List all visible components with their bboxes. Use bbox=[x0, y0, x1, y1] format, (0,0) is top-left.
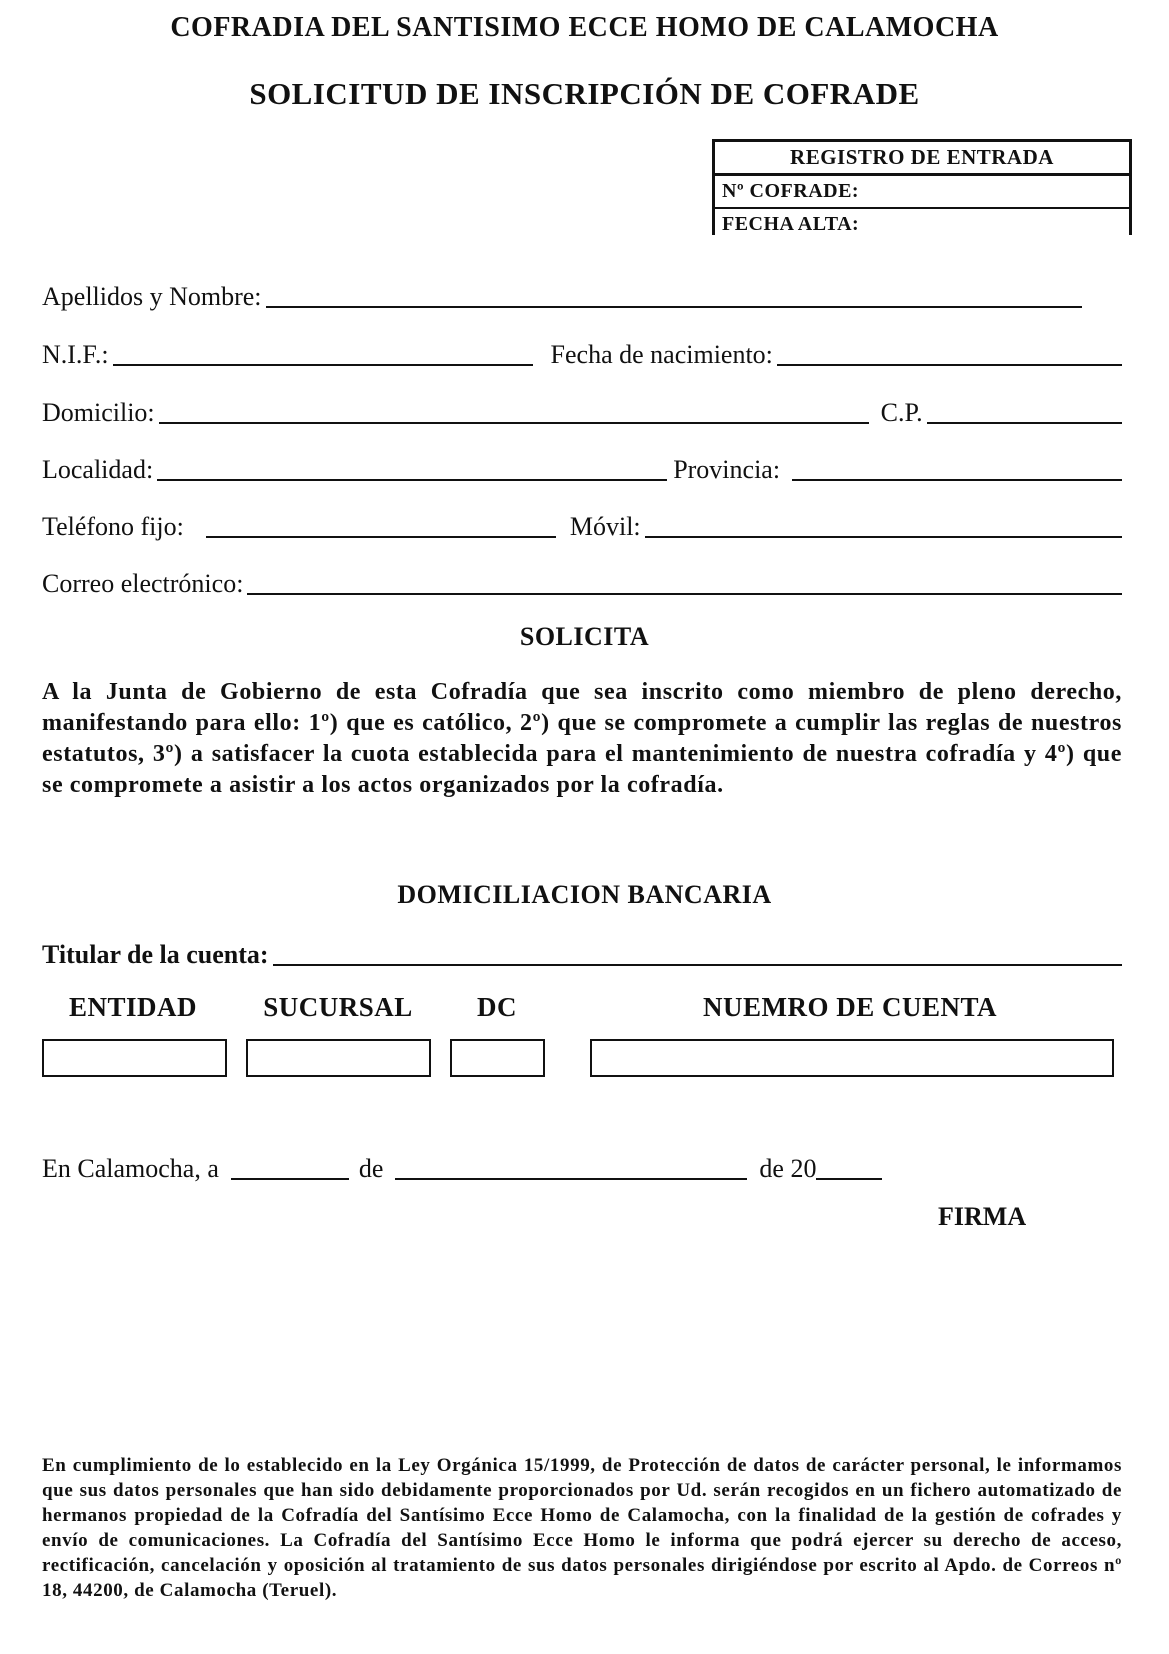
town-row bbox=[42, 449, 1122, 485]
dc-box[interactable] bbox=[450, 1039, 545, 1077]
town-label: Localidad: bbox=[42, 455, 154, 484]
form-title: SOLICITUD DE INSCRIPCIÓN DE COFRADE bbox=[249, 76, 920, 111]
date-place-row bbox=[42, 1148, 1122, 1184]
year-label: de 20 bbox=[759, 1154, 817, 1183]
registry-box bbox=[712, 139, 1132, 235]
nif-row bbox=[42, 334, 1122, 370]
email-row bbox=[42, 563, 1122, 599]
postal-code-field[interactable] bbox=[927, 394, 1122, 424]
account-number-column-heading: NUEMRO DE CUENTA bbox=[702, 992, 997, 1022]
signature-label: FIRMA bbox=[938, 1202, 1027, 1231]
email-field[interactable] bbox=[247, 565, 1122, 595]
landline-label: Teléfono fijo: bbox=[42, 512, 184, 541]
legal-notice: En cumplimiento de lo establecido en la Ley Orgánica 15/1999, de Protección de datos de carácter personal, le informamos que sus datos personales que han sido debidamente proporcionados por Ud. serán recogidos en un fichero automatizado de hermanos propiedad de la Cofradía del Santísimo Ecce Homo de Calamocha, con la finalidad de la gestión de cofrades y envío de comunicaciones. La Cofradía del Santísimo Ecce Homo le informa que podrá ejercer su derecho de acceso, rectificación, cancelación y oposición al tratamiento de sus datos personales dirigiéndose por escrito al Apdo. de Correos nº 18, 44200, de Calamocha (Teruel). bbox=[42, 1455, 1122, 1601]
birth-date-label: Fecha de nacimiento: bbox=[550, 340, 773, 369]
entity-column-heading: ENTIDAD bbox=[68, 992, 198, 1022]
province-field[interactable] bbox=[792, 451, 1122, 481]
organization-title: COFRADIA DEL SANTISIMO ECCE HOMO DE CALAMOCHA bbox=[170, 12, 999, 43]
surname-name-field[interactable] bbox=[266, 278, 1082, 308]
account-holder-field[interactable] bbox=[273, 936, 1122, 966]
account-holder-row bbox=[42, 934, 1122, 970]
member-number-label: Nº COFRADE: bbox=[715, 176, 1129, 209]
town-field[interactable] bbox=[157, 451, 667, 481]
request-text: A la Junta de Gobierno de esta Cofradía que sea inscrito como miembro de pleno derecho, manifestando para ello: 1º) que es católico, 2º) que se compromete a cumplir las reglas de nuestros estatutos, 3º) a satisfacer la cuota establecida para el mantenimiento de nuestra cofradía y 4º) que se compromete a asistir a los actos organizados por la cofradía. bbox=[42, 679, 1122, 798]
day-field[interactable] bbox=[231, 1150, 349, 1180]
account-holder-label: Titular de la cuenta: bbox=[42, 940, 269, 969]
account-number-box[interactable] bbox=[590, 1039, 1114, 1077]
birth-date-field[interactable] bbox=[777, 336, 1122, 366]
month-label: de bbox=[358, 1154, 384, 1183]
address-field[interactable] bbox=[159, 394, 869, 424]
mobile-label: Móvil: bbox=[569, 512, 641, 541]
nif-label: N.I.F.: bbox=[42, 340, 109, 369]
entity-box[interactable] bbox=[42, 1039, 227, 1077]
address-label: Domicilio: bbox=[42, 398, 155, 427]
mobile-field[interactable] bbox=[645, 508, 1122, 538]
registration-date-label: FECHA ALTA: bbox=[722, 213, 860, 235]
year-field[interactable] bbox=[816, 1150, 882, 1180]
bank-heading: DOMICILIACION BANCARIA bbox=[397, 880, 772, 909]
landline-field[interactable] bbox=[206, 508, 556, 538]
email-label: Correo electrónico: bbox=[42, 569, 244, 598]
place-label: En Calamocha, a bbox=[42, 1154, 219, 1183]
registry-heading: REGISTRO DE ENTRADA bbox=[715, 142, 1129, 176]
branch-column-heading: SUCURSAL bbox=[263, 992, 413, 1022]
nif-field[interactable] bbox=[113, 336, 533, 366]
surname-name-row bbox=[42, 276, 1122, 312]
branch-box[interactable] bbox=[246, 1039, 431, 1077]
month-field[interactable] bbox=[395, 1150, 747, 1180]
request-heading: SOLICITA bbox=[519, 622, 650, 651]
address-row bbox=[42, 392, 1122, 428]
phone-row bbox=[42, 506, 1122, 542]
dc-column-heading: DC bbox=[477, 992, 517, 1022]
surname-name-label: Apellidos y Nombre: bbox=[42, 282, 262, 311]
postal-code-label: C.P. bbox=[880, 398, 923, 427]
province-label: Provincia: bbox=[673, 455, 781, 484]
